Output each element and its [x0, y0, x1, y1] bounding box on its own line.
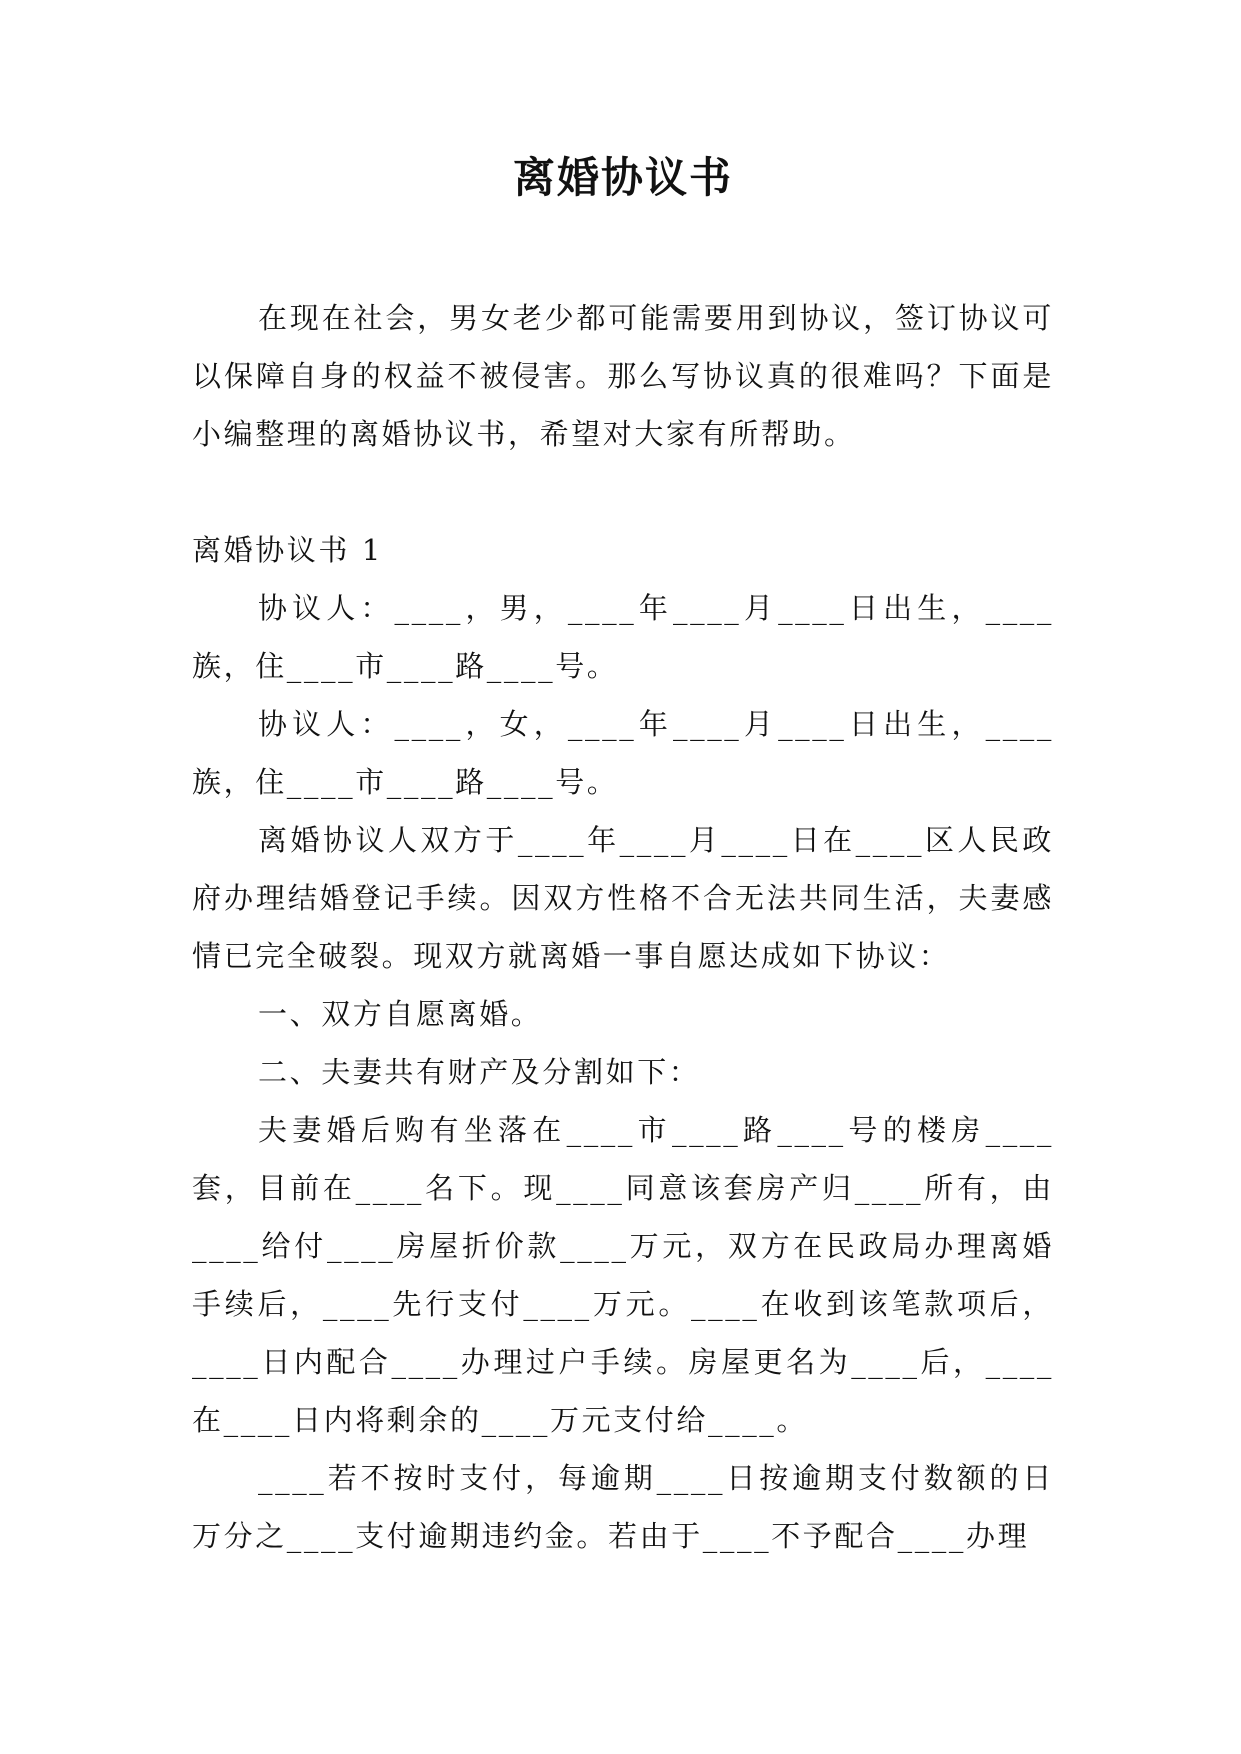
party-female-paragraph: 协议人：____，女，____年____月____日出生，____族，住____市____路____号。: [192, 707, 1054, 799]
section-spacer: [192, 463, 1054, 521]
intro-paragraph: 在现在社会，男女老少都可能需要用到协议，签订协议可以保障自身的权益不被侵害。那么写协议真的很难吗？下面是小编整理的离婚协议书，希望对大家有所帮助。: [192, 301, 1054, 451]
party-male-paragraph: 协议人：____，男，____年____月____日出生，____族，住____市____路____号。: [192, 591, 1054, 683]
clause-two-paragraph: 二、夫妻共有财产及分割如下：: [258, 1055, 701, 1089]
penalty-paragraph: ____若不按时支付，每逾期____日按逾期支付数额的日万分之____支付逾期违约金。若由于____不予配合____办理: [192, 1461, 1054, 1553]
marriage-registration-paragraph: 离婚协议人双方于____年____月____日在____区人民政府办理结婚登记手续。因双方性格不合无法共同生活，夫妻感情已完全破裂。现双方就离婚一事自愿达成如下协议：: [192, 823, 1054, 973]
property-paragraph: 夫妻婚后购有坐落在____市____路____号的楼房____套，目前在____名下。现____同意该套房产归____所有，由____给付____房屋折价款____万元，双方在民政局办理离婚手续后，____先行支付____万元。____在收到该笔款项后，____日内配合____办理过户手续。房屋更名为____后，____在____日内将剩余的____万元支付给____。: [192, 1113, 1054, 1437]
document-body: [192, 289, 1054, 1565]
clause-one-paragraph: 一、双方自愿离婚。: [258, 997, 543, 1031]
document-page: [192, 0, 1054, 1754]
section-heading: 离婚协议书 1: [192, 533, 383, 567]
document-title: 离婚协议书: [512, 153, 733, 202]
